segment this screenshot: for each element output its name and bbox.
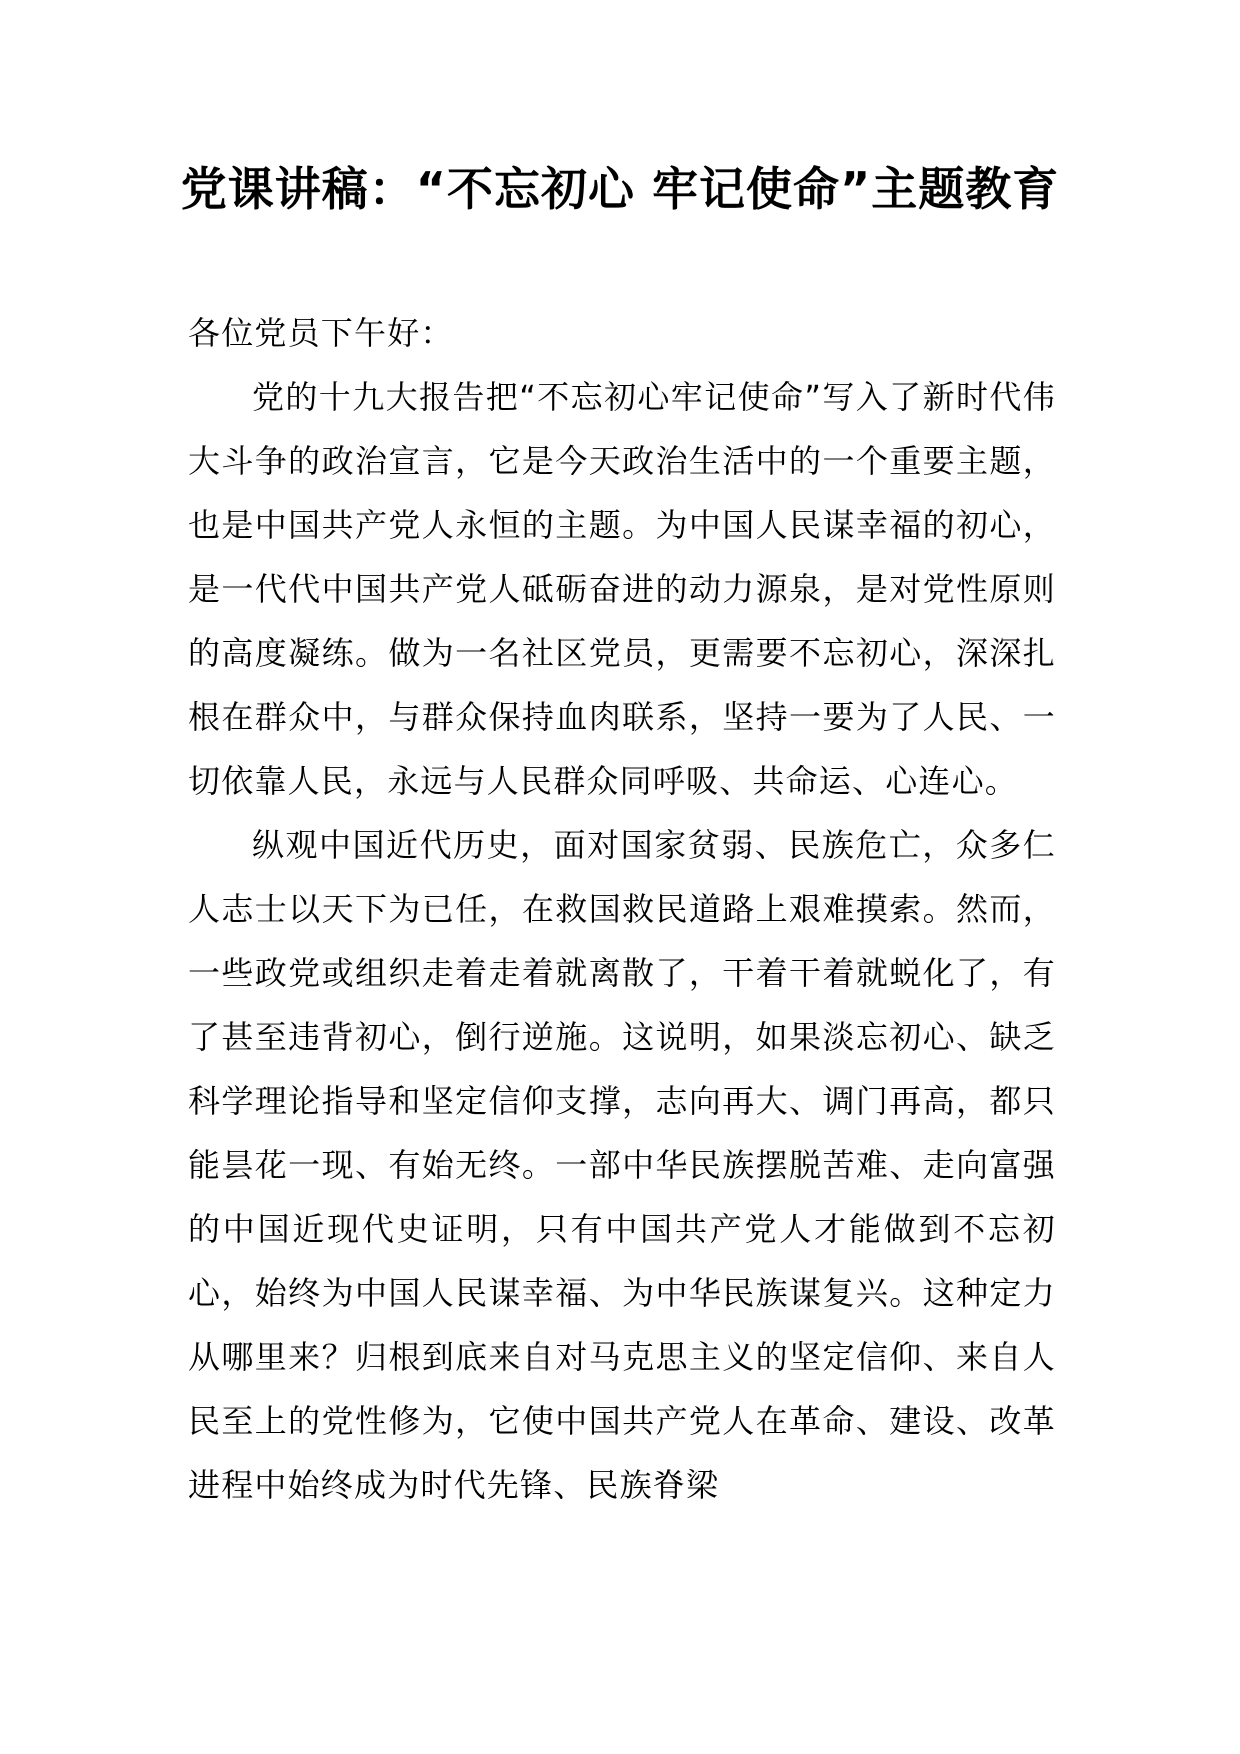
paragraph-2: 纵观中国近代历史，面对国家贫弱、民族危亡，众多仁人志士以天下为已任，在救国救民道路上艰难摸索。然而，一些政党或组织走着走着就离散了，干着干着就蜕化了，有了甚至违背初心，倒行逆施。这说明，如果淡忘初心、缺乏科学理论指导和坚定信仰支撑，志向再大、调门再高，都只能昙花一现、有始无终。一部中华民族摆脱苦难、走向富强的中国近现代史证明，只有中国共产党人才能做到不忘初心，始终为中国人民谋幸福、为中华民族谋复兴。这种定力从哪里来？归根到底来自对马克思主义的坚定信仰、来自人民至上的党性修为，它使中国共产党人在革命、建设、改革进程中始终成为时代先锋、民族脊梁	[188, 826, 1056, 1504]
document-body	[188, 301, 1056, 1517]
paragraph-1: 党的十九大报告把“不忘初心牢记使命”写入了新时代伟大斗争的政治宣言，它是今天政治生活中的一个重要主题，也是中国共产党人永恒的主题。为中国人民谋幸福的初心，是一代代中国共产党人砥砺奋进的动力源泉，是对党性原则的高度凝练。做为一名社区党员，更需要不忘初心，深深扎根在群众中，与群众保持血肉联系，坚持一要为了人民、一切依靠人民，永远与人民群众同呼吸、共命运、心连心。	[188, 378, 1056, 800]
salutation: 各位党员下午好：	[188, 314, 454, 352]
document-title: 党课讲稿：“不忘初心 牢记使命”主题教育	[180, 162, 1060, 216]
